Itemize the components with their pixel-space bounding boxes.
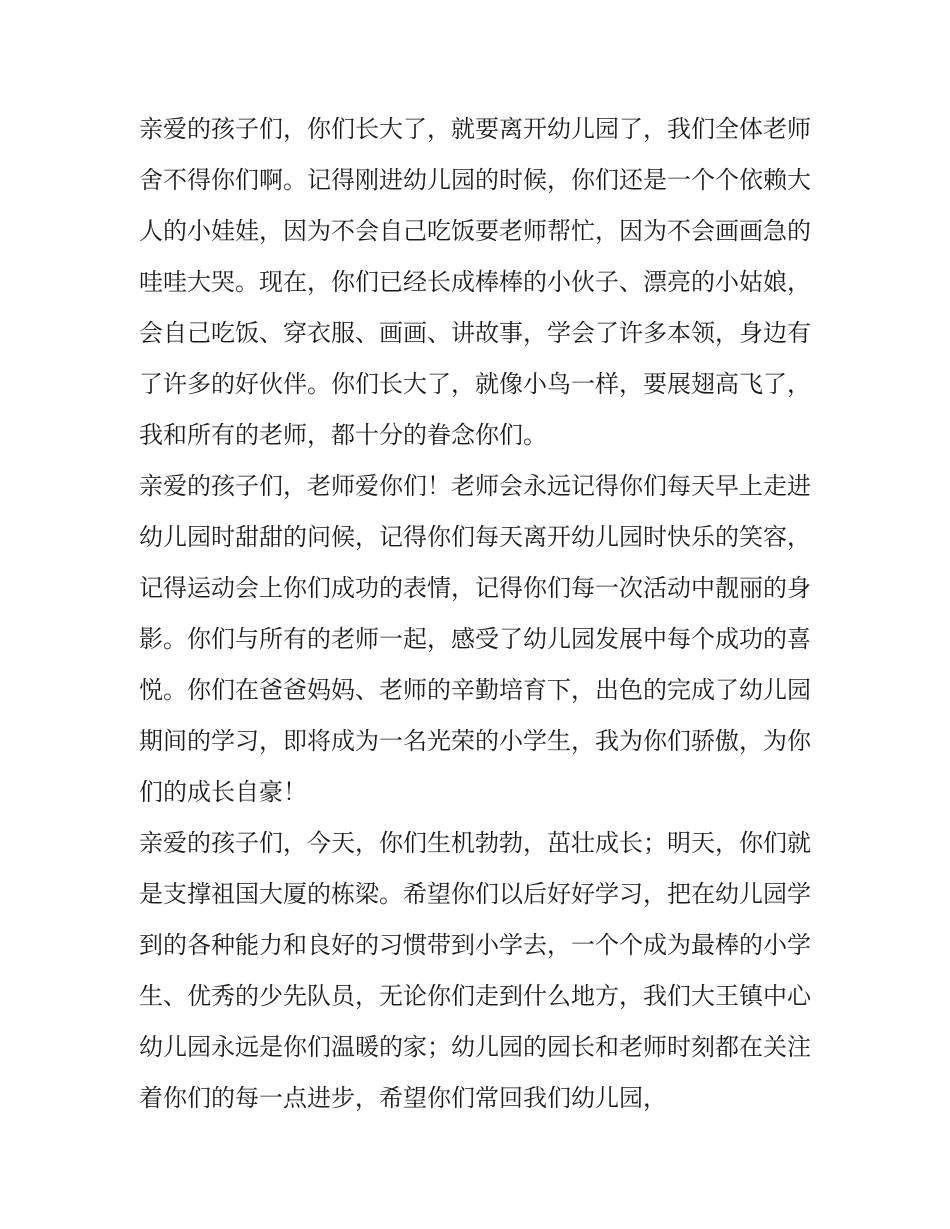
paragraph-3: 亲爱的孩子们，今天，你们生机勃勃，茁壮成长；明天，你们就是支撑祖国大厦的栋梁。希望你们以后好好学习，把在幼儿园学到的各种能力和良好的习惯带到小学去，一个个成为最棒的小学生、优秀的少先队员，无论你们走到什么地方，我们大王镇中心幼儿园永远是你们温暖的家；幼儿园的园长和老师时刻都在关注着你们的每一点进步，希望你们常回我们幼儿园， bbox=[139, 829, 811, 1112]
document-body bbox=[139, 104, 811, 1124]
paragraph-2: 亲爱的孩子们，老师爱你们！老师会永远记得你们每天早上走进幼儿园时甜甜的问候，记得你们每天离开幼儿园时快乐的笑容，记得运动会上你们成功的表情，记得你们每一次活动中靓丽的身影。你们与所有的老师一起，感受了幼儿园发展中每个成功的喜悦。你们在爸爸妈妈、老师的辛勤培育下，出色的完成了幼儿园期间的学习，即将成为一名光荣的小学生，我为你们骄傲，为你们的成长自豪！ bbox=[139, 472, 811, 806]
paragraph-1: 亲爱的孩子们，你们长大了，就要离开幼儿园了，我们全体老师舍不得你们啊。记得刚进幼儿园的时候，你们还是一个个依赖大人的小娃娃，因为不会自己吃饭要老师帮忙，因为不会画画急的哇哇大哭。现在，你们已经长成棒棒的小伙子、漂亮的小姑娘，会自己吃饭、穿衣服、画画、讲故事，学会了许多本领，身边有了许多的好伙伴。你们长大了，就像小鸟一样，要展翅高飞了，我和所有的老师，都十分的眷念你们。 bbox=[139, 115, 811, 449]
